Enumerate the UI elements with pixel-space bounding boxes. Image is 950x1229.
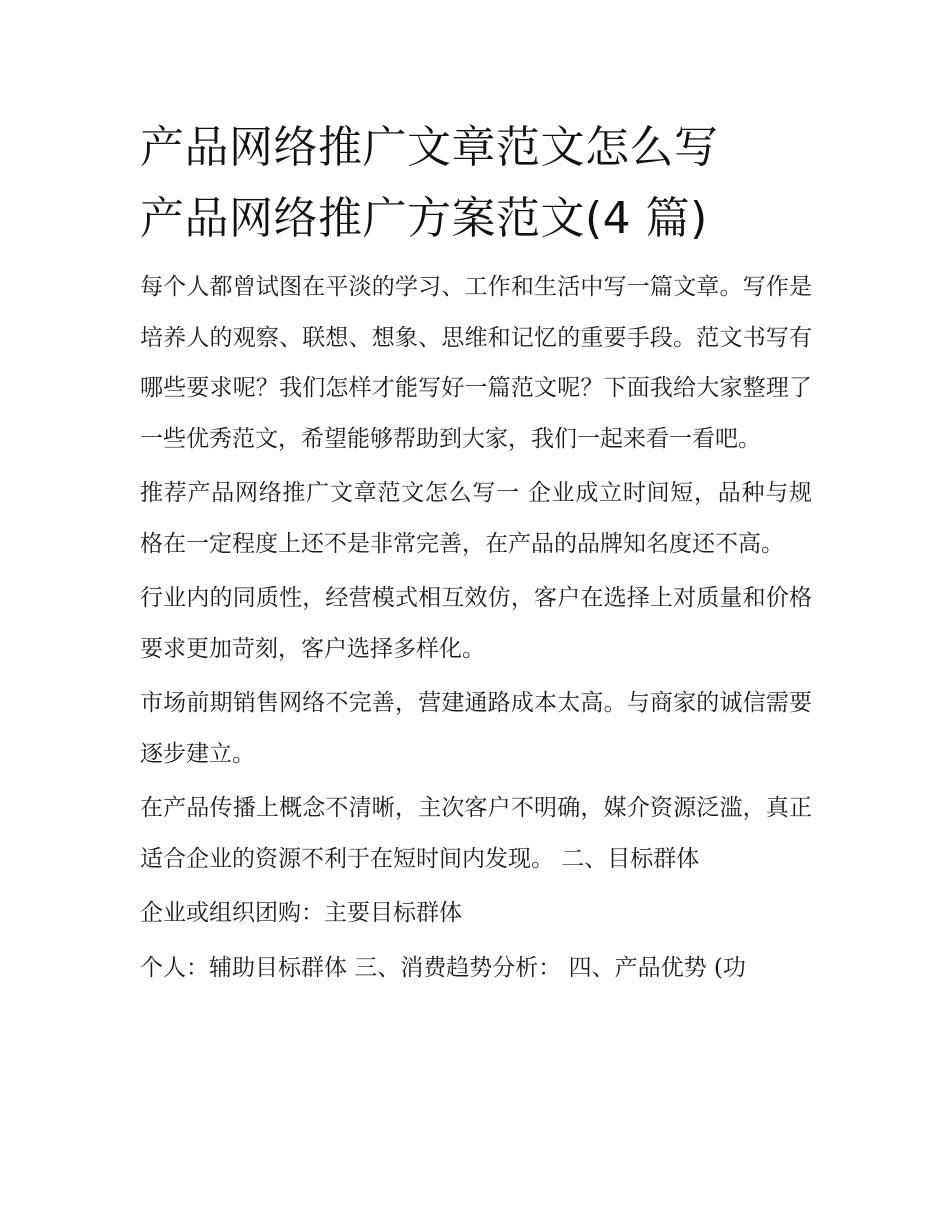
paragraph-communication: 在产品传播上概念不清晰，主次客户不明确，媒介资源泛滥，真正适合企业的资源不利于在短时间内发现。 二、目标群体: [140, 795, 812, 872]
document-title: [140, 112, 812, 254]
title-line-2: 产品网络推广方案范文(4 篇): [140, 193, 708, 244]
title-line-1: 产品网络推广文章范文怎么写: [140, 122, 719, 173]
document-body: [140, 262, 812, 993]
paragraph-industry: 行业内的同质性，经营模式相互效仿，客户在选择上对质量和价格要求更加苛刻，客户选择多样化。: [140, 585, 812, 662]
paragraph-secondary-target: 个人：辅助目标群体 三、消费趋势分析： 四、产品优势 (功: [140, 954, 746, 981]
paragraph-market-network: 市场前期销售网络不完善，营建通路成本太高。与商家的诚信需要逐步建立。: [140, 690, 812, 767]
paragraph-primary-target: 企业或组织团购：主要目标群体: [140, 900, 462, 926]
paragraph-intro: 每个人都曾试图在平淡的学习、工作和生活中写一篇文章。写作是培养人的观察、联想、想象、思维和记忆的重要手段。范文书写有哪些要求呢？我们怎样才能写好一篇范文呢？下面我给大家整理了一些优秀范文，希望能够帮助到大家，我们一起来看一看吧。: [140, 274, 812, 452]
paragraph-company-status: 推荐产品网络推广文章范文怎么写一 企业成立时间短，品种与规格在一定程度上还不是非常完善，在产品的品牌知名度还不高。: [140, 480, 812, 557]
document-content: [140, 112, 812, 997]
